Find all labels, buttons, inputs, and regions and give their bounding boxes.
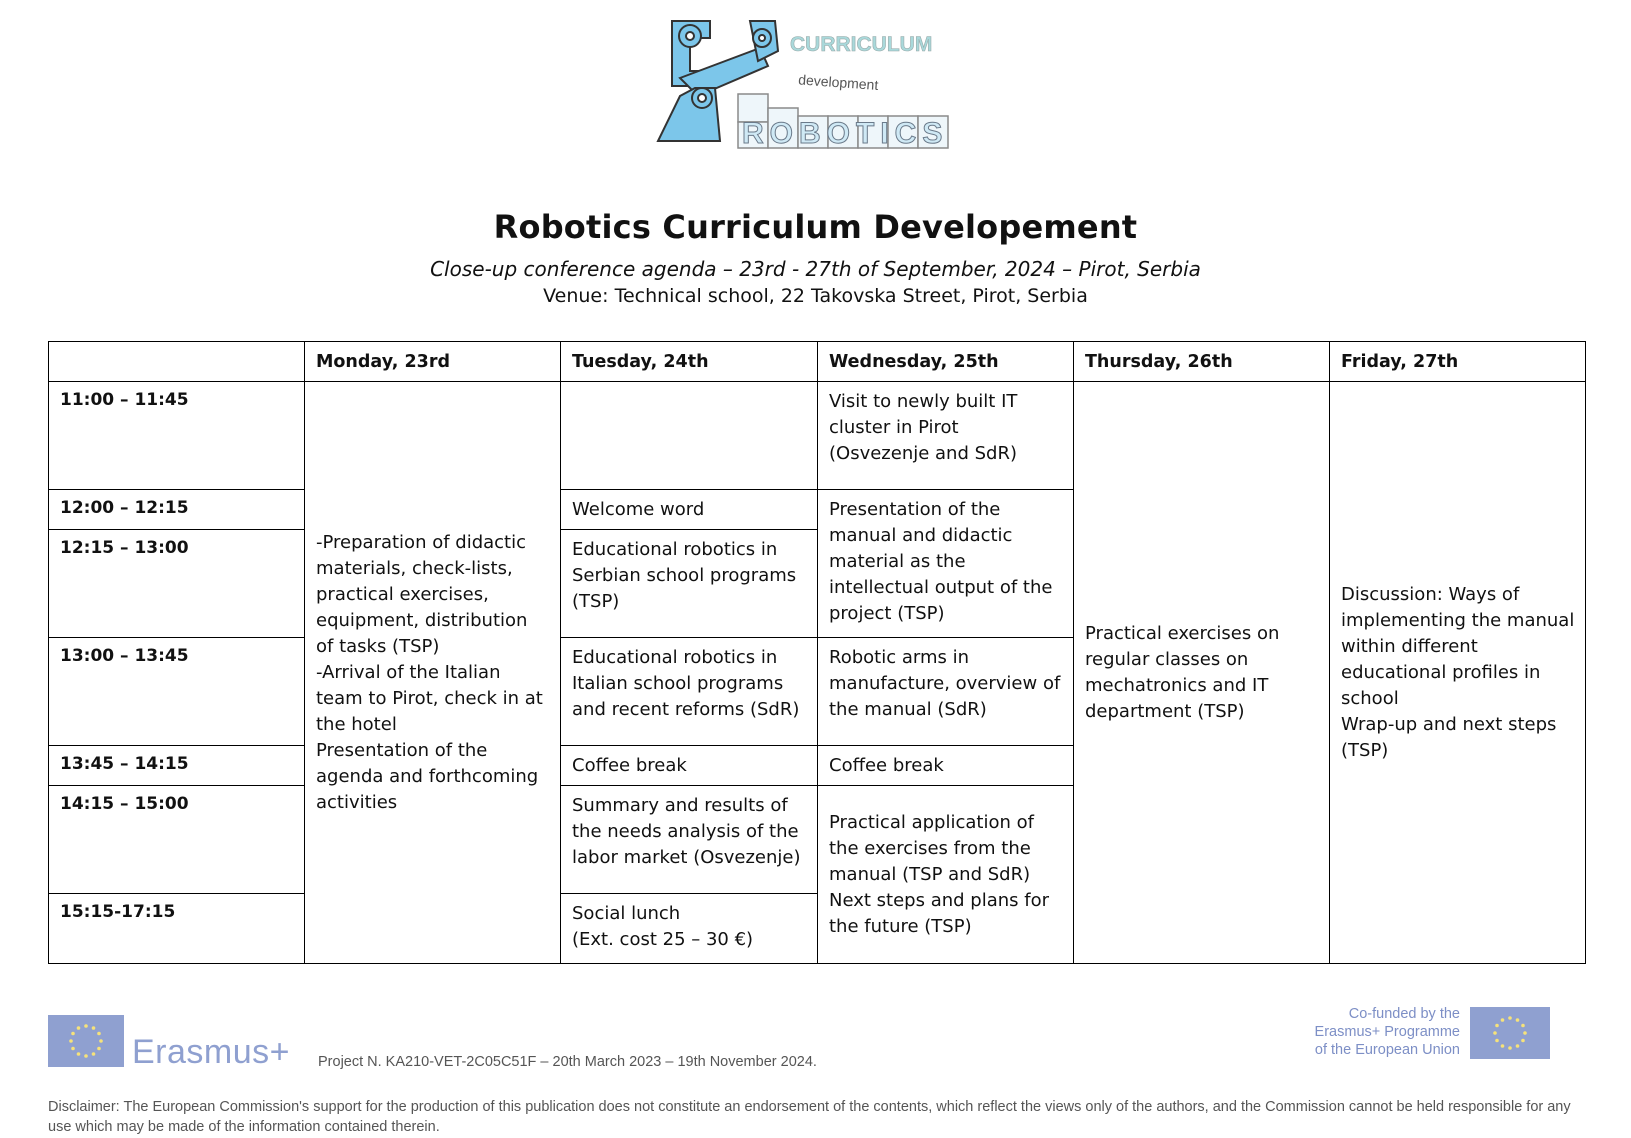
wednesday-1415: Practical application of the exercises from the manual (TSP and SdR) Next steps and plans for the future (TSP) [818,786,1074,964]
time-cell: 14:15 – 15:00 [49,786,305,894]
page-title: Robotics Curriculum Developement [493,208,1138,246]
header-friday: Friday, 27th [1330,342,1586,382]
table-header-row [49,342,1586,382]
erasmus-plus-logo-text: Erasmus+ [132,1033,290,1071]
time-cell: 11:00 – 11:45 [49,382,305,490]
eu-star [1501,1018,1505,1022]
time-cell: 13:00 – 13:45 [49,638,305,746]
friday-cell: Discussion: Ways of implementing the manual within different educational profiles in school Wrap-up and next steps (TSP) [1330,382,1586,964]
wednesday-1100: Visit to newly built IT cluster in Pirot (Osvezenje and SdR) [818,382,1074,490]
eu-star [1523,1031,1527,1035]
eu-star [99,1039,103,1043]
disclaimer: Disclaimer: The European Commission's support for the production of this publication does not constitute an endorsement of the contents, which reflect the views only of the authors, and the Commission cannot be held responsible for any use which may be made of the information contained therein. [48,1099,1571,1135]
eu-star [1508,1016,1512,1020]
tuesday-1415: Summary and results of the needs analysis of the labor market (Osvezenje) [561,786,818,894]
header-tuesday: Tuesday, 24th [561,342,818,382]
time-cell: 12:15 – 13:00 [49,530,305,638]
header-monday: Monday, 23rd [305,342,561,382]
eu-star [1501,1044,1505,1048]
logo-robotics-text: ROBOTICS [742,117,949,150]
eu-star [92,1026,96,1030]
wednesday-1345: Coffee break [818,746,1074,786]
eu-star [71,1032,75,1036]
tuesday-1300: Educational robotics in Italian school programs and recent reforms (SdR) [561,638,818,746]
time-cell: 13:45 – 14:15 [49,746,305,786]
eu-star [77,1052,81,1056]
logo-development-text: development [797,71,879,93]
eu-flag-icon [48,1015,124,1067]
eu-star [1495,1039,1499,1043]
eu-star [71,1047,75,1051]
eu-star [92,1052,96,1056]
eu-star [1516,1044,1520,1048]
cofunded-text: Co-funded by the Erasmus+ Programme of the European Union [1314,1006,1460,1058]
agenda-table [48,341,1586,964]
time-cell: 15:15-17:15 [49,894,305,964]
page-subtitle: Close-up conference agenda – 23rd - 27th of September, 2024 – Pirot, Serbia [430,257,1201,281]
header-thursday: Thursday, 26th [1074,342,1330,382]
monday-cell: -Preparation of didactic materials, check-lists, practical exercises, equipment, distribution of tasks (TSP) -Arrival of the Italian team to Pirot, check in at the hotel Presentation of the agenda and forthcoming activities [305,382,561,964]
tuesday-1100 [561,382,818,490]
eu-star [1508,1046,1512,1050]
eu-star [1521,1024,1525,1028]
eu-star [84,1054,88,1058]
eu-star [69,1039,73,1043]
robotics-curriculum-logo [650,16,970,156]
table-row [49,382,1586,490]
tuesday-1200: Welcome word [561,490,818,530]
logo-curriculum-text: CURRICULUM [790,33,933,56]
wednesday-1300: Robotic arms in manufacture, overview of the manual (SdR) [818,638,1074,746]
eu-star [1493,1031,1497,1035]
thursday-cell: Practical exercises on regular classes on mechatronics and IT department (TSP) [1074,382,1330,964]
tuesday-1215: Educational robotics in Serbian school programs (TSP) [561,530,818,638]
eu-flag-icon [1470,1007,1550,1059]
wednesday-1200: Presentation of the manual and didactic material as the intellectual output of the project (TSP) [818,490,1074,638]
eu-star [1521,1039,1525,1043]
tuesday-1345: Coffee break [561,746,818,786]
eu-star [97,1032,101,1036]
header-blank [49,342,305,382]
eu-star [97,1047,101,1051]
project-number: Project N. KA210-VET-2C05C51F – 20th March 2023 – 19th November 2024. [318,1054,817,1070]
eu-star [77,1026,81,1030]
eu-star [1516,1018,1520,1022]
time-cell: 12:00 – 12:15 [49,490,305,530]
header-wednesday: Wednesday, 25th [818,342,1074,382]
eu-star [84,1024,88,1028]
eu-star [1495,1024,1499,1028]
tuesday-1515: Social lunch (Ext. cost 25 – 30 €) [561,894,818,964]
venue-line: Venue: Technical school, 22 Takovska Street, Pirot, Serbia [543,285,1088,307]
